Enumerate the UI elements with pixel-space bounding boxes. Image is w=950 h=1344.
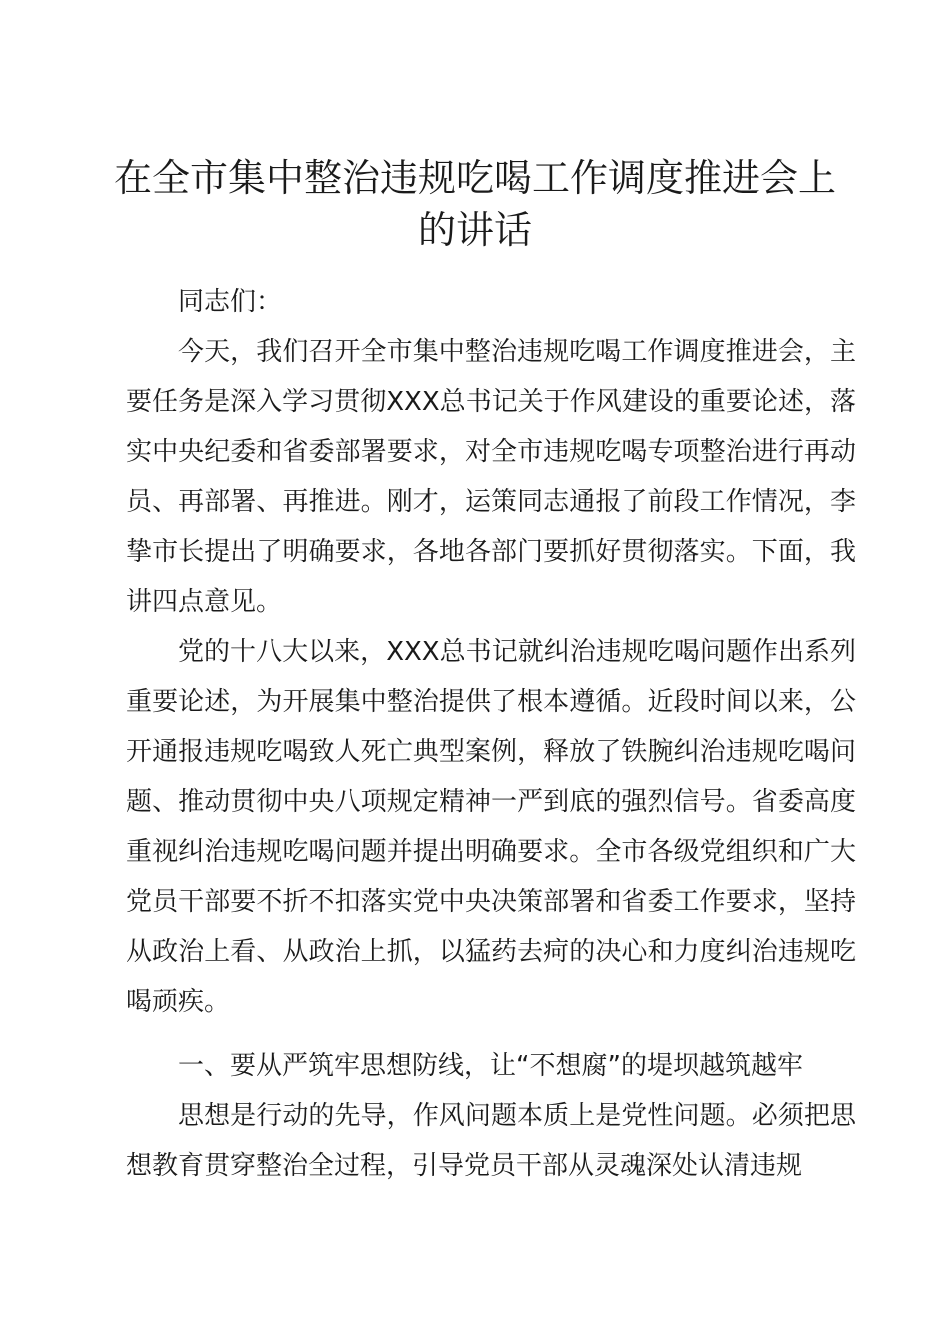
document-body — [126, 277, 856, 1191]
section-heading-1: 一、要从严筑牢思想防线，让“不想腐”的堤坝越筑越牢 — [178, 1051, 803, 1081]
salutation: 同志们： — [178, 287, 283, 317]
section-paragraph-1: 思想是行动的先导，作风问题本质上是党性问题。必须把思想教育贯穿整治全过程，引导党员干部从灵魂深处认清违规 — [126, 1101, 856, 1181]
paragraph-intro: 今天，我们召开全市集中整治违规吃喝工作调度推进会，主要任务是深入学习贯彻XXX总书记关于作风建设的重要论述，落实中央纪委和省委部署要求，对全市违规吃喝专项整治进行再动员、再部署、再推进。刚才，运策同志通报了前段工作情况，李挚市长提出了明确要求，各地各部门要抓好贯彻落实。下面，我讲四点意见。 — [126, 337, 856, 617]
document-title: 在全市集中整治违规吃喝工作调度推进会上的讲话 — [113, 156, 836, 252]
paragraph-background: 党的十八大以来，XXX总书记就纠治违规吃喝问题作出系列重要论述，为开展集中整治提供了根本遵循。近段时间以来，公开通报违规吃喝致人死亡典型案例，释放了铁腕纠治违规吃喝问题、推动贯彻中央八项规定精神一严到底的强烈信号。省委高度重视纠治违规吃喝问题并提出明确要求。全市各级党组织和广大党员干部要不折不扣落实党中央决策部署和省委工作要求，坚持从政治上看、从政治上抓，以猛药去疴的决心和力度纠治违规吃喝顽疾。 — [126, 637, 856, 1017]
